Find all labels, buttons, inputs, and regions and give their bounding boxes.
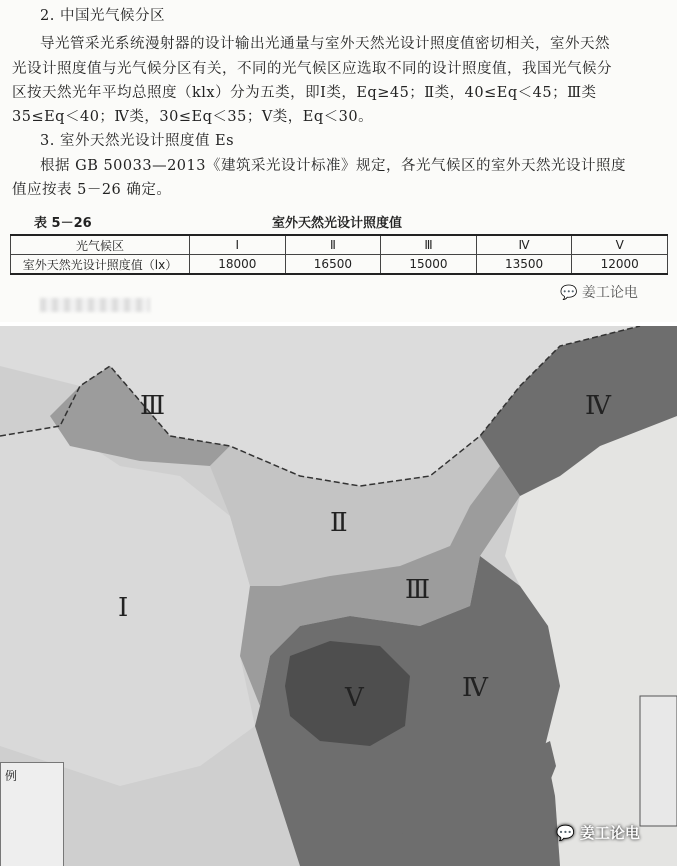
table-cell: 13500 (476, 255, 572, 275)
watermark-bottom: 💬 姜工论电 (556, 824, 640, 842)
section-3-title: 3. 室外天然光设计照度值 Es (40, 133, 235, 149)
table-cell: Ⅰ (190, 235, 286, 255)
table-cell: 16500 (285, 255, 381, 275)
legend-title: 例 (5, 769, 18, 783)
zone-label: Ⅰ (118, 593, 129, 623)
table-cell: 15000 (381, 255, 477, 275)
paragraph-1-line-1: 导光管采光系统漫射器的设计输出光通量与室外天然光设计照度值密切相关，室外天然 (40, 36, 610, 52)
table-cell: Ⅳ (476, 235, 572, 255)
zone-label: Ⅳ (462, 673, 488, 703)
map-svg (0, 326, 677, 866)
table-caption: 室外天然光设计照度值 (272, 216, 403, 231)
document-page (0, 0, 677, 322)
zone-label: Ⅲ (405, 575, 431, 605)
zone-label: Ⅳ (585, 391, 611, 421)
paragraph-2-line-2: 值应按表 5－26 确定。 (12, 182, 172, 198)
zone-label: Ⅴ (345, 683, 364, 713)
paragraph-1-line-2: 光设计照度值与光气候分区有关，不同的光气候区应选取不同的设计照度值，我国光气候分 (12, 61, 612, 77)
table-cell: Ⅴ (572, 235, 668, 255)
table-cell: Ⅲ (381, 235, 477, 255)
hainan-island (367, 821, 403, 841)
table-cell: 室外天然光设计照度值（lx） (11, 255, 190, 275)
table-cell: 光气候区 (11, 235, 190, 255)
zone-label: Ⅱ (330, 508, 348, 538)
chat-bubble-icon: 💬 (560, 285, 578, 301)
table-row (11, 235, 668, 255)
table-row (11, 255, 668, 275)
zone-label: Ⅲ (140, 391, 166, 421)
table-cell: 12000 (572, 255, 668, 275)
chat-bubble-icon: 💬 (556, 824, 575, 842)
south-sea-inset (640, 696, 677, 826)
section-2-title: 2. 中国光气候分区 (40, 8, 165, 24)
blurred-text (40, 298, 150, 312)
paragraph-1-line-4: 35≤Eq＜40；Ⅳ类，30≤Eq＜35；Ⅴ类，Eq＜30。 (12, 109, 374, 125)
paragraph-2-line-1: 根据 GB 50033—2013《建筑采光设计标准》规定，各光气候区的室外天然光设计照度 (40, 158, 626, 174)
light-climate-map (0, 326, 677, 866)
watermark-top: 💬 姜工论电 (560, 285, 638, 301)
table-cell: 18000 (190, 255, 286, 275)
table-cell: Ⅱ (285, 235, 381, 255)
illuminance-table (10, 234, 668, 275)
map-legend (0, 762, 64, 866)
table-number: 表 5－26 (34, 216, 92, 231)
paragraph-1-line-3: 区按天然光年平均总照度（klx）分为五类，即Ⅰ类，Eq≥45；Ⅱ类，40≤Eq＜45；Ⅲ类 (12, 85, 597, 101)
